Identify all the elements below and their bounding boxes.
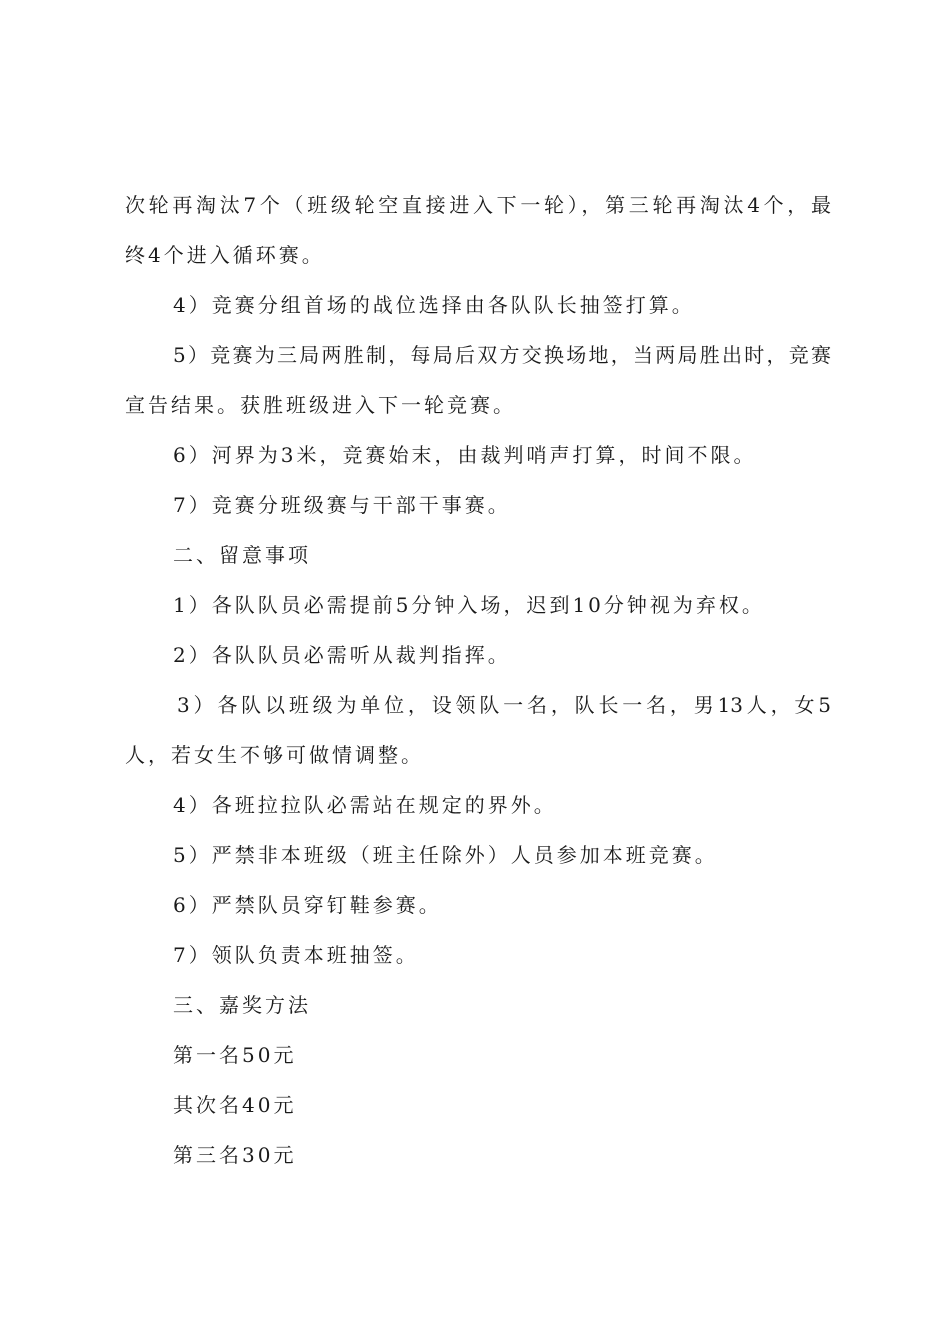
paragraph-line-16: 7）领队负责本班抽签。 (173, 943, 419, 967)
paragraph-line-5: 宣告结果。获胜班级进入下一轮竞赛。 (125, 393, 516, 417)
paragraph-line-2: 终4个进入循环赛。 (125, 243, 325, 267)
paragraph-line-11: 3）各队以班级为单位，设领队一名，队长一名，男13人，女5 (177, 693, 831, 717)
paragraph-line-14: 5）严禁非本班级（班主任除外）人员参加本班竞赛。 (173, 843, 718, 867)
prize-line-3: 第三名30元 (173, 1143, 297, 1167)
paragraph-line-15: 6）严禁队员穿钉鞋参赛。 (173, 893, 442, 917)
paragraph-line-13: 4）各班拉拉队必需站在规定的界外。 (173, 793, 557, 817)
paragraph-line-7: 7）竞赛分班级赛与干部干事赛。 (173, 493, 511, 517)
paragraph-line-10: 2）各队队员必需听从裁判指挥。 (173, 643, 511, 667)
paragraph-line-1: 次轮再淘汰7个（班级轮空直接进入下一轮），第三轮再淘汰4个，最 (125, 193, 831, 217)
prize-line-2: 其次名40元 (173, 1093, 297, 1117)
section-heading-3: 三、嘉奖方法 (173, 993, 311, 1017)
paragraph-line-6: 6）河界为3米，竞赛始末，由裁判哨声打算，时间不限。 (173, 443, 757, 467)
paragraph-line-4: 5）竞赛为三局两胜制，每局后双方交换场地，当两局胜出时，竞赛 (173, 343, 831, 367)
prize-line-1: 第一名50元 (173, 1043, 297, 1067)
paragraph-line-3: 4）竞赛分组首场的战位选择由各队队长抽签打算。 (173, 293, 695, 317)
paragraph-line-9: 1）各队队员必需提前5分钟入场，迟到10分钟视为弃权。 (173, 593, 765, 617)
paragraph-line-12: 人，若女生不够可做情调整。 (125, 743, 424, 767)
section-heading-2: 二、留意事项 (173, 543, 311, 567)
